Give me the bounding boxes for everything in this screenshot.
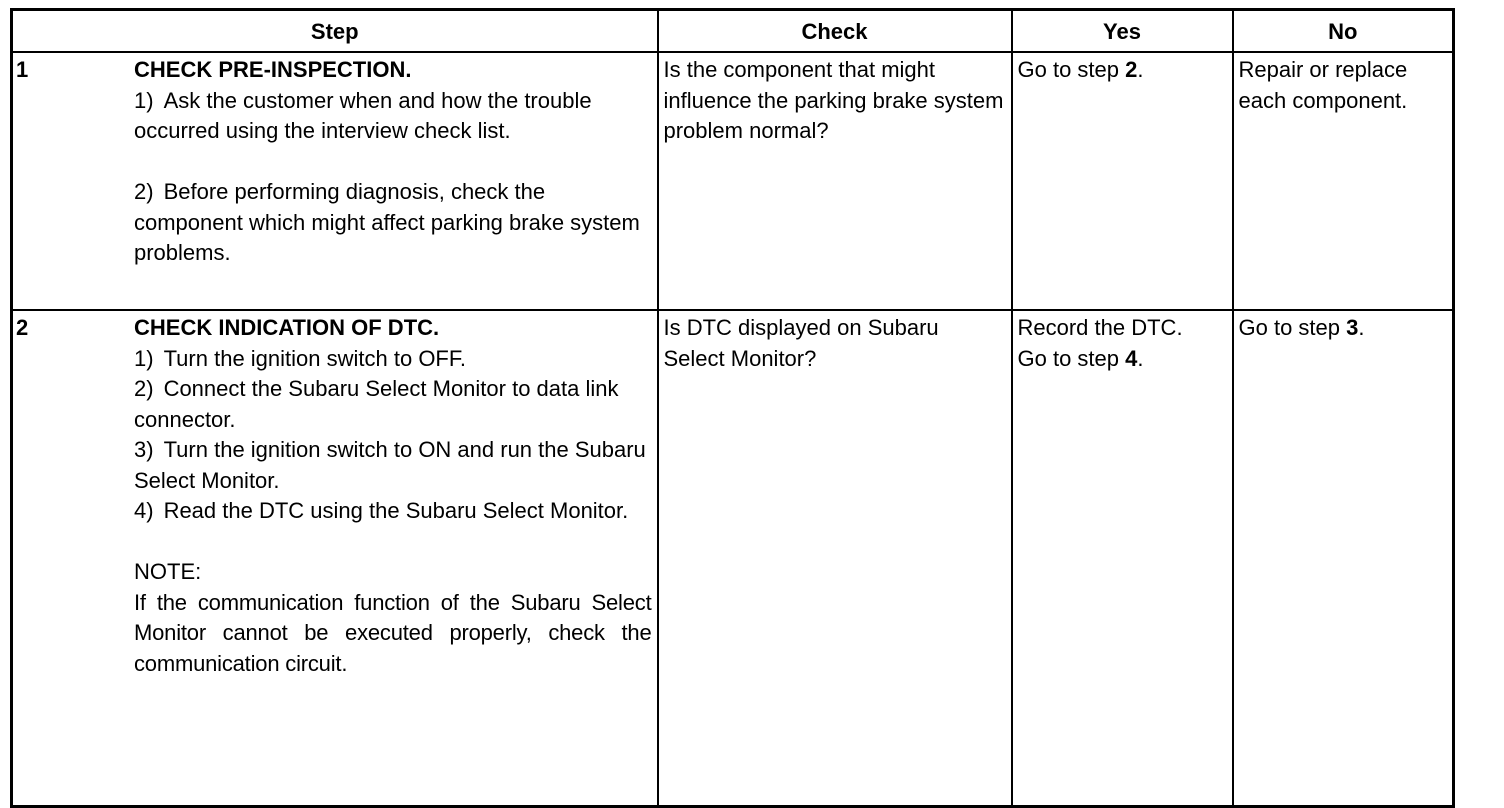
- no-cell: [1233, 52, 1454, 310]
- procedure-number: 2): [134, 376, 154, 401]
- yes-step-ref: 2: [1125, 57, 1138, 82]
- procedure-line: [134, 496, 652, 527]
- yes-cell: [1012, 52, 1233, 310]
- procedure-text: Turn the ignition switch to ON and run the Subaru Select Monitor.: [134, 437, 646, 493]
- yes-step-ref: 4: [1125, 345, 1138, 371]
- yes-suffix: .: [1137, 345, 1144, 371]
- procedure-number: 3): [134, 437, 154, 462]
- header-step: Step: [12, 10, 658, 53]
- note-text: If the communication function of the Subaru Select Monitor cannot be executed properly, check the communication circuit.: [134, 589, 652, 676]
- check-cell: [658, 52, 1012, 310]
- step-cell: [12, 52, 658, 310]
- procedure-line: [134, 86, 652, 147]
- step-title: CHECK PRE-INSPECTION.: [134, 57, 412, 82]
- yes-text: Record the DTC.: [1017, 315, 1183, 340]
- procedure-text: Before performing diagnosis, check the component which might affect parking brake system problems.: [134, 179, 640, 265]
- check-cell: [658, 310, 1012, 806]
- procedure-line: [134, 435, 652, 496]
- procedure-line: [134, 177, 652, 269]
- yes-suffix: .: [1137, 57, 1144, 82]
- procedure-line: [134, 344, 652, 375]
- yes-cell: [1012, 310, 1233, 806]
- table-row: [12, 52, 1454, 310]
- procedure-line: [134, 374, 652, 435]
- step-number: 1: [16, 57, 29, 82]
- table-header-row: [12, 10, 1454, 53]
- header-no: No: [1233, 10, 1454, 53]
- yes-text: Go to step: [1017, 57, 1126, 82]
- procedure-number: 1): [134, 345, 154, 371]
- procedure-number: 2): [134, 179, 154, 204]
- yes-text: Go to step: [1017, 345, 1126, 371]
- no-step-ref: 3: [1346, 315, 1359, 340]
- procedure-number: 4): [134, 498, 154, 523]
- check-text: Is DTC displayed on Subaru Select Monitor?: [663, 315, 939, 371]
- step-title: CHECK INDICATION OF DTC.: [134, 315, 440, 340]
- note-label: NOTE:: [134, 559, 202, 584]
- procedure-text: Ask the customer when and how the trouble occurred using the interview check list.: [134, 87, 592, 143]
- header-check: Check: [658, 10, 1012, 53]
- table-row: [12, 310, 1454, 806]
- diagnostic-table: [10, 8, 1455, 808]
- procedure-text: Connect the Subaru Select Monitor to data link connector.: [134, 376, 619, 432]
- step-cell: [12, 310, 658, 806]
- no-cell: [1233, 310, 1454, 806]
- procedure-text: Read the DTC using the Subaru Select Monitor.: [163, 498, 629, 523]
- no-text: Repair or replace each component.: [1238, 57, 1408, 113]
- no-text: Go to step: [1238, 315, 1347, 340]
- step-number: 2: [16, 315, 29, 340]
- no-suffix: .: [1358, 315, 1365, 340]
- procedure-text: Turn the ignition switch to OFF.: [163, 345, 466, 371]
- procedure-number: 1): [134, 87, 154, 113]
- check-text: Is the component that might influence the parking brake system problem normal?: [663, 57, 1004, 143]
- header-yes: Yes: [1012, 10, 1233, 53]
